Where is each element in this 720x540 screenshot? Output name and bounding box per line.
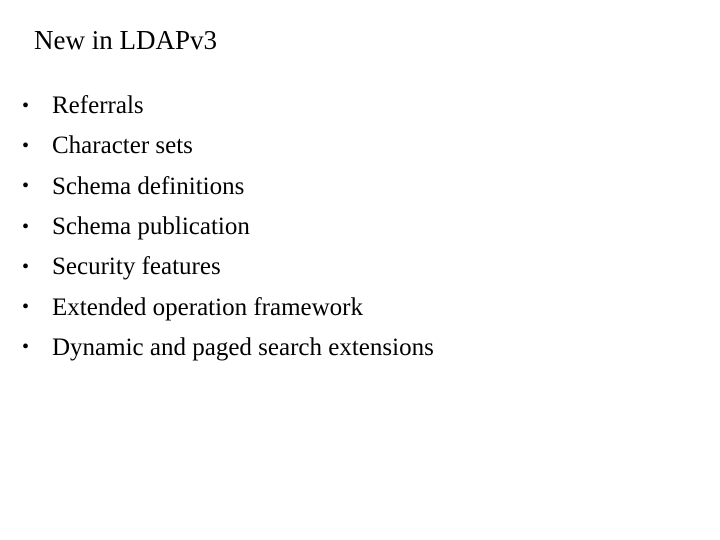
- bullet-icon: •: [22, 175, 30, 198]
- bullet-text: Referrals: [52, 92, 144, 120]
- bullet-item-schema-publication: [22, 207, 434, 247]
- bullet-text: Schema definitions: [52, 172, 245, 200]
- bullet-icon: •: [22, 336, 30, 359]
- bullet-text: Dynamic and paged search extensions: [52, 333, 434, 361]
- bullet-icon: •: [22, 296, 30, 319]
- bullet-text: Security features: [52, 253, 221, 281]
- bullet-list: [22, 86, 434, 368]
- slide-title: New in LDAPv3: [34, 25, 217, 55]
- bullet-item-referrals: [22, 86, 434, 126]
- bullet-icon: •: [22, 94, 30, 117]
- bullet-item-character-sets: [22, 126, 434, 166]
- bullet-icon: •: [22, 134, 30, 157]
- bullet-item-security-features: [22, 247, 434, 287]
- bullet-item-schema-definitions: [22, 167, 434, 207]
- bullet-text: Schema publication: [52, 213, 250, 241]
- bullet-item-dynamic-paged-search-extensions: [22, 328, 434, 368]
- bullet-text: Extended operation framework: [52, 293, 363, 321]
- bullet-text: Character sets: [52, 132, 193, 160]
- bullet-icon: •: [22, 215, 30, 238]
- bullet-icon: •: [22, 255, 30, 278]
- bullet-item-extended-operation-framework: [22, 287, 434, 327]
